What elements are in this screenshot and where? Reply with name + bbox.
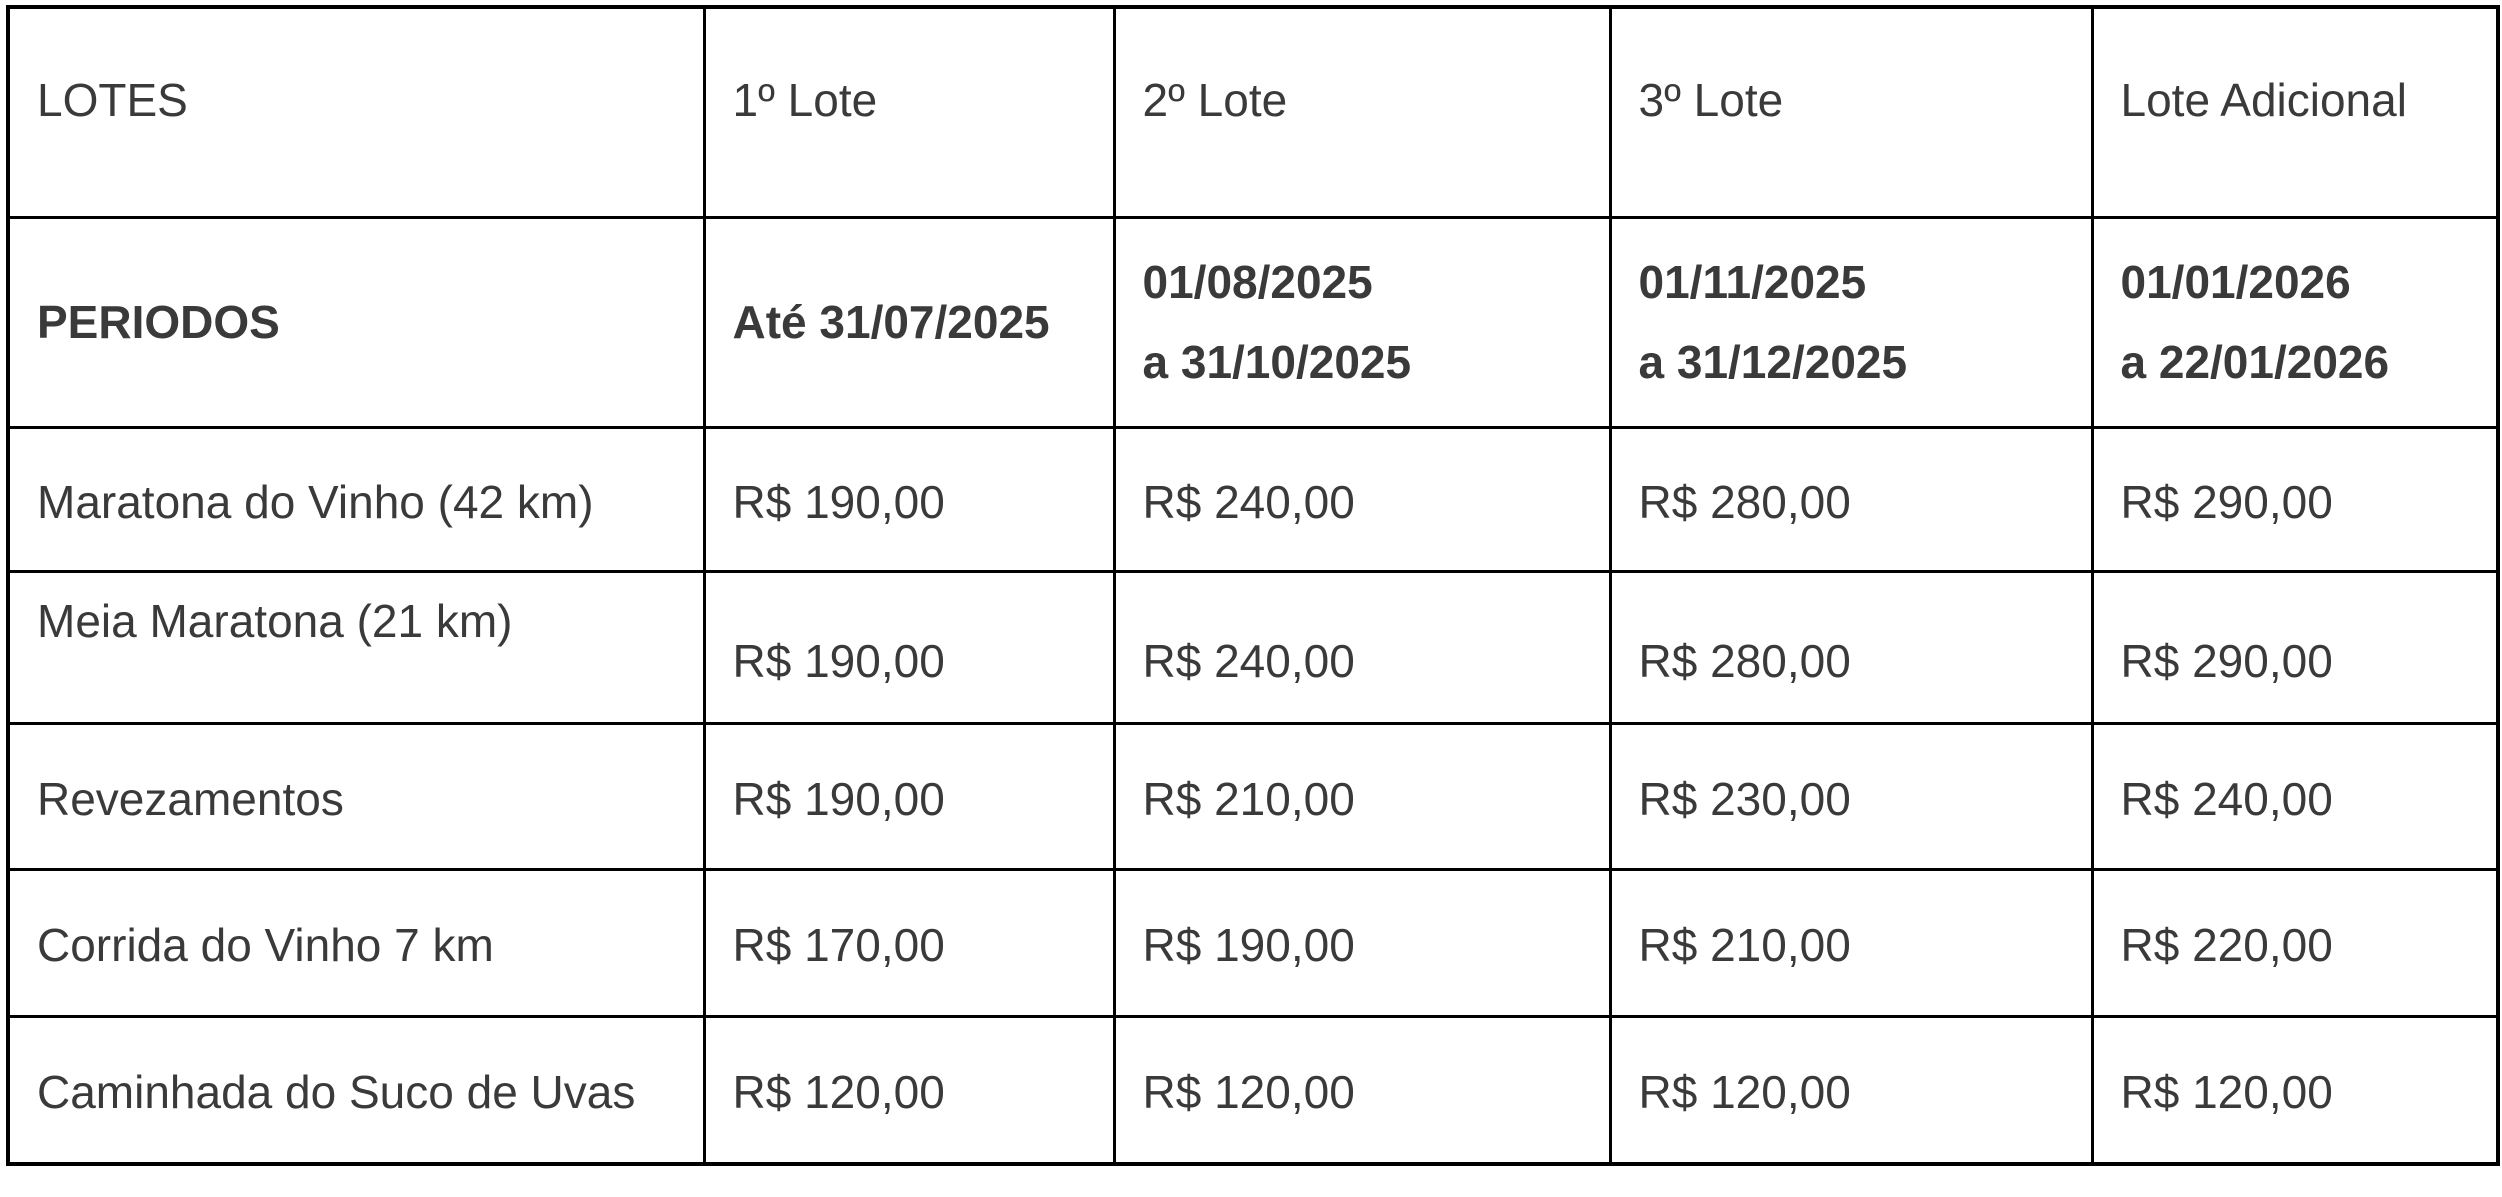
price-cell: R$ 290,00 [2092,571,2498,723]
table-row-lotes-header [8,7,2498,217]
period-lote-adicional-lines [2120,256,2485,388]
price-cell: R$ 240,00 [1114,571,1610,723]
event-label-cell: Corrida do Vinho 7 km [8,869,704,1016]
price-cell: R$ 240,00 [1114,427,1610,571]
table-row-caminhada [8,1016,2498,1164]
price-cell: R$ 170,00 [704,869,1114,1016]
price-cell: R$ 190,00 [1114,869,1610,1016]
period-line: 01/11/2025 [1638,256,1867,308]
event-label-cell: Maratona do Vinho (42 km) [8,427,704,571]
periodos-label-cell: PERIODOS [8,217,704,427]
price-cell: R$ 220,00 [2092,869,2498,1016]
price-cell: R$ 230,00 [1610,723,2092,869]
period-lote-3-lines [1638,256,2079,388]
price-cell: R$ 120,00 [2092,1016,2498,1164]
price-cell: R$ 190,00 [704,571,1114,723]
header-cell-lote-adicional: Lote Adicional [2092,7,2498,217]
table-row-maratona [8,427,2498,571]
price-cell: R$ 120,00 [704,1016,1114,1164]
period-line: 01/01/2026 [2120,256,2351,308]
price-cell: R$ 240,00 [2092,723,2498,869]
period-cell-lote-1 [704,217,1114,427]
price-cell: R$ 190,00 [704,427,1114,571]
period-line: 01/08/2025 [1142,256,1373,308]
period-cell-lote-2 [1114,217,1610,427]
event-label-cell: Caminhada do Suco de Uvas [8,1016,704,1164]
period-line: a 22/01/2026 [2120,336,2390,388]
table-row-periodos [8,217,2498,427]
event-label-cell: Meia Maratona (21 km) [8,571,704,723]
period-line: a 31/12/2025 [1638,336,1908,388]
table-row-revezamentos [8,723,2498,869]
price-cell: R$ 280,00 [1610,571,2092,723]
price-cell: R$ 290,00 [2092,427,2498,571]
table-row-meia-maratona [8,571,2498,723]
table-row-corrida [8,869,2498,1016]
header-cell-lote-3: 3º Lote [1610,7,2092,217]
price-cell: R$ 120,00 [1114,1016,1610,1164]
price-cell: R$ 210,00 [1610,869,2092,1016]
period-cell-lote-3 [1610,217,2092,427]
price-cell: R$ 120,00 [1610,1016,2092,1164]
period-line: Até 31/07/2025 [732,296,1050,348]
lot-pricing-table [6,5,2500,1166]
header-cell-lote-1: 1º Lote [704,7,1114,217]
event-label-cell: Revezamentos [8,723,704,869]
price-cell: R$ 280,00 [1610,427,2092,571]
period-line: a 31/10/2025 [1142,336,1412,388]
price-cell: R$ 190,00 [704,723,1114,869]
period-lote-2-lines [1142,256,1597,388]
header-cell-lotes: LOTES [8,7,704,217]
period-cell-lote-adicional [2092,217,2498,427]
period-lote-1-lines [732,296,1101,348]
header-cell-lote-2: 2º Lote [1114,7,1610,217]
price-cell: R$ 210,00 [1114,723,1610,869]
